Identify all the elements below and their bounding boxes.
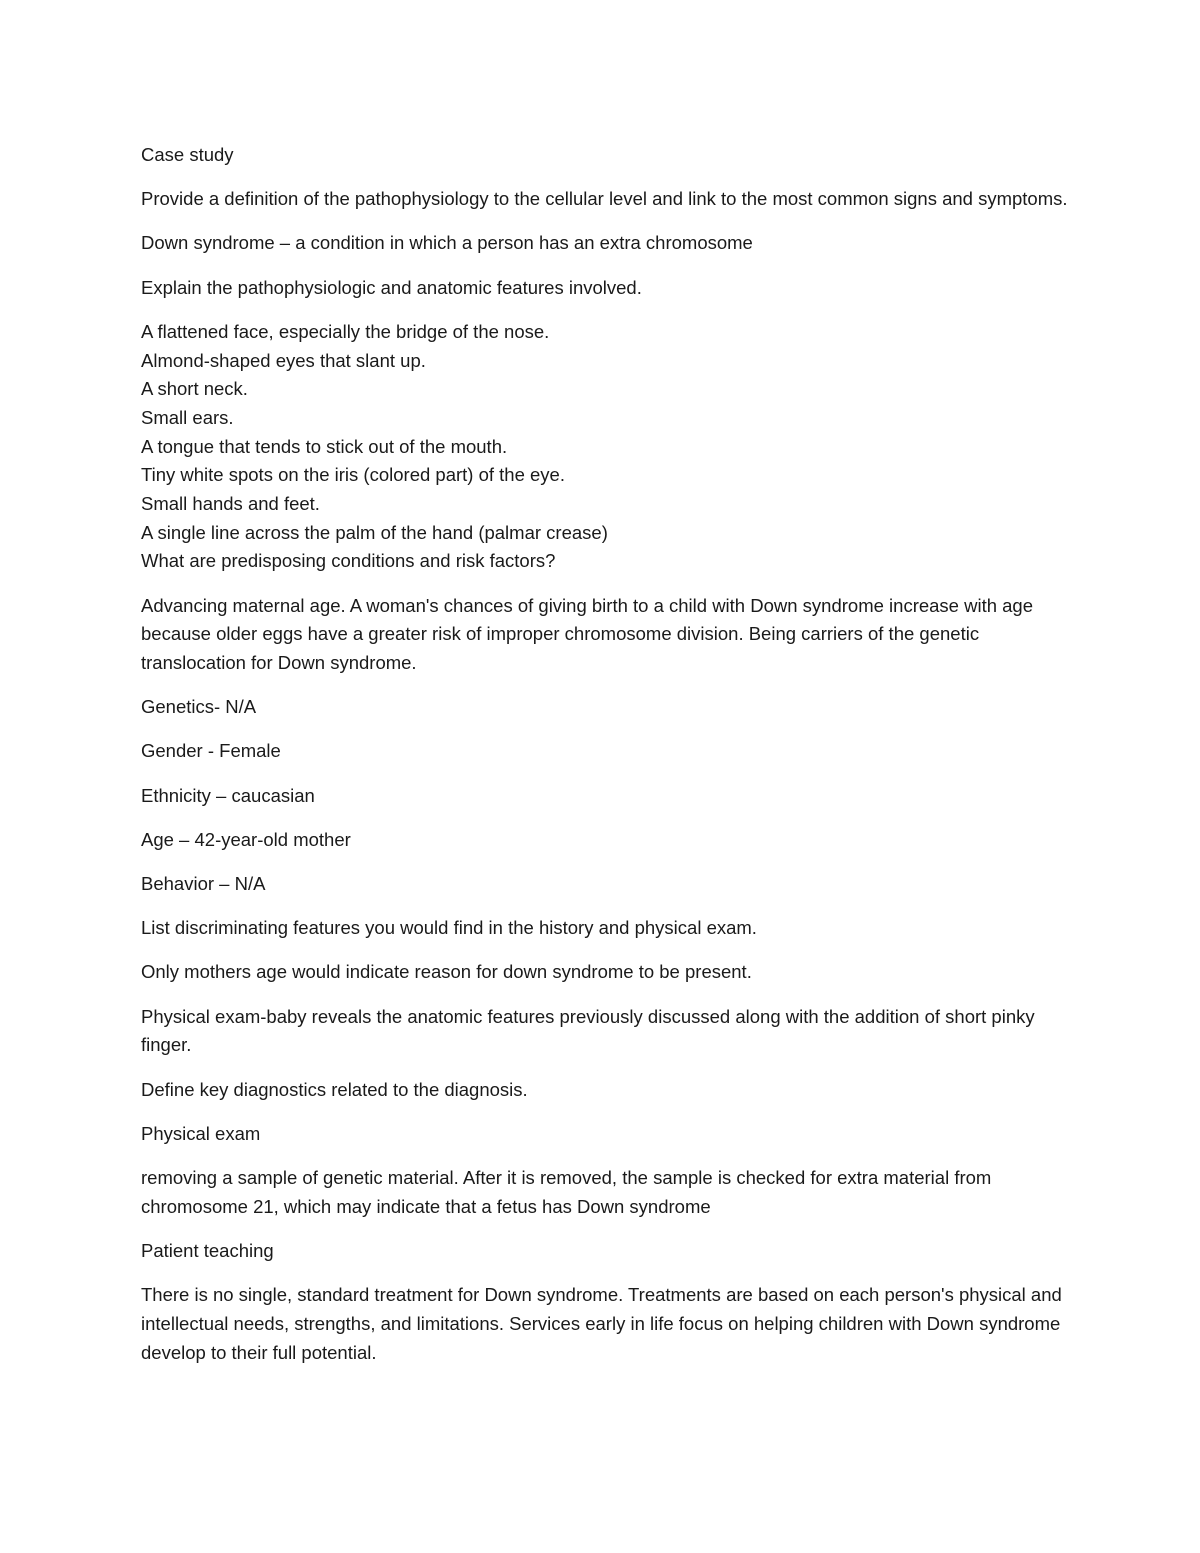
list-item: A flattened face, especially the bridge of the nose. xyxy=(141,320,550,342)
ethnicity-line: Ethnicity – caucasian xyxy=(141,784,315,806)
question-pathophysiology: Provide a definition of the pathophysiology to the cellular level and link to the most common signs and symptoms. xyxy=(141,188,1068,210)
history-text: Only mothers age would indicate reason for down syndrome to be present. xyxy=(141,961,752,983)
genetics-line: Genetics- N/A xyxy=(141,696,257,718)
list-item: Small hands and feet. xyxy=(141,493,320,515)
question-features: Explain the pathophysiologic and anatomic features involved. xyxy=(141,276,642,298)
features-list xyxy=(141,318,1071,576)
risk-factors-text: Advancing maternal age. A woman's chances of giving birth to a child with Down syndrome increase with age because older eggs have a greater risk of improper chromosome division. Being carriers of the genetic translocation for Down syndrome. xyxy=(141,594,1034,674)
list-item: Almond-shaped eyes that slant up. xyxy=(141,349,426,371)
list-item: A tongue that tends to stick out of the mouth. xyxy=(141,435,508,457)
question-risk-factors: What are predisposing conditions and risk factors? xyxy=(141,550,556,572)
document-title: Case study xyxy=(141,144,234,165)
question-diagnostics: Define key diagnostics related to the diagnosis. xyxy=(141,1078,528,1100)
list-item: A short neck. xyxy=(141,378,248,400)
behavior-line: Behavior – N/A xyxy=(141,873,266,895)
patient-teaching-text: There is no single, standard treatment for Down syndrome. Treatments are based on each person's physical and intellectual needs, strengths, and limitations. Services early in life focus on helping children with Down syndrome develop to their full potential. xyxy=(141,1284,1062,1363)
patient-teaching-label: Patient teaching xyxy=(141,1239,274,1261)
definition-text: Down syndrome – a condition in which a person has an extra chromosome xyxy=(141,232,753,254)
question-discriminating-features: List discriminating features you would find in the history and physical exam. xyxy=(141,917,757,939)
list-item: A single line across the palm of the hand (palmar crease) xyxy=(141,521,608,543)
age-line: Age – 42-year-old mother xyxy=(141,828,351,850)
list-item: Small ears. xyxy=(141,406,234,428)
gender-line: Gender - Female xyxy=(141,740,281,762)
document-body xyxy=(141,141,1071,1383)
physical-exam-label: Physical exam xyxy=(141,1122,261,1144)
diagnostics-text: removing a sample of genetic material. After it is removed, the sample is checked for extra material from chromosome 21, which may indicate that a fetus has Down syndrome xyxy=(141,1166,992,1217)
physical-exam-findings-text: Physical exam-baby reveals the anatomic features previously discussed along with the addition of short pinky finger. xyxy=(141,1005,1035,1056)
list-item: Tiny white spots on the iris (colored part) of the eye. xyxy=(141,464,565,486)
